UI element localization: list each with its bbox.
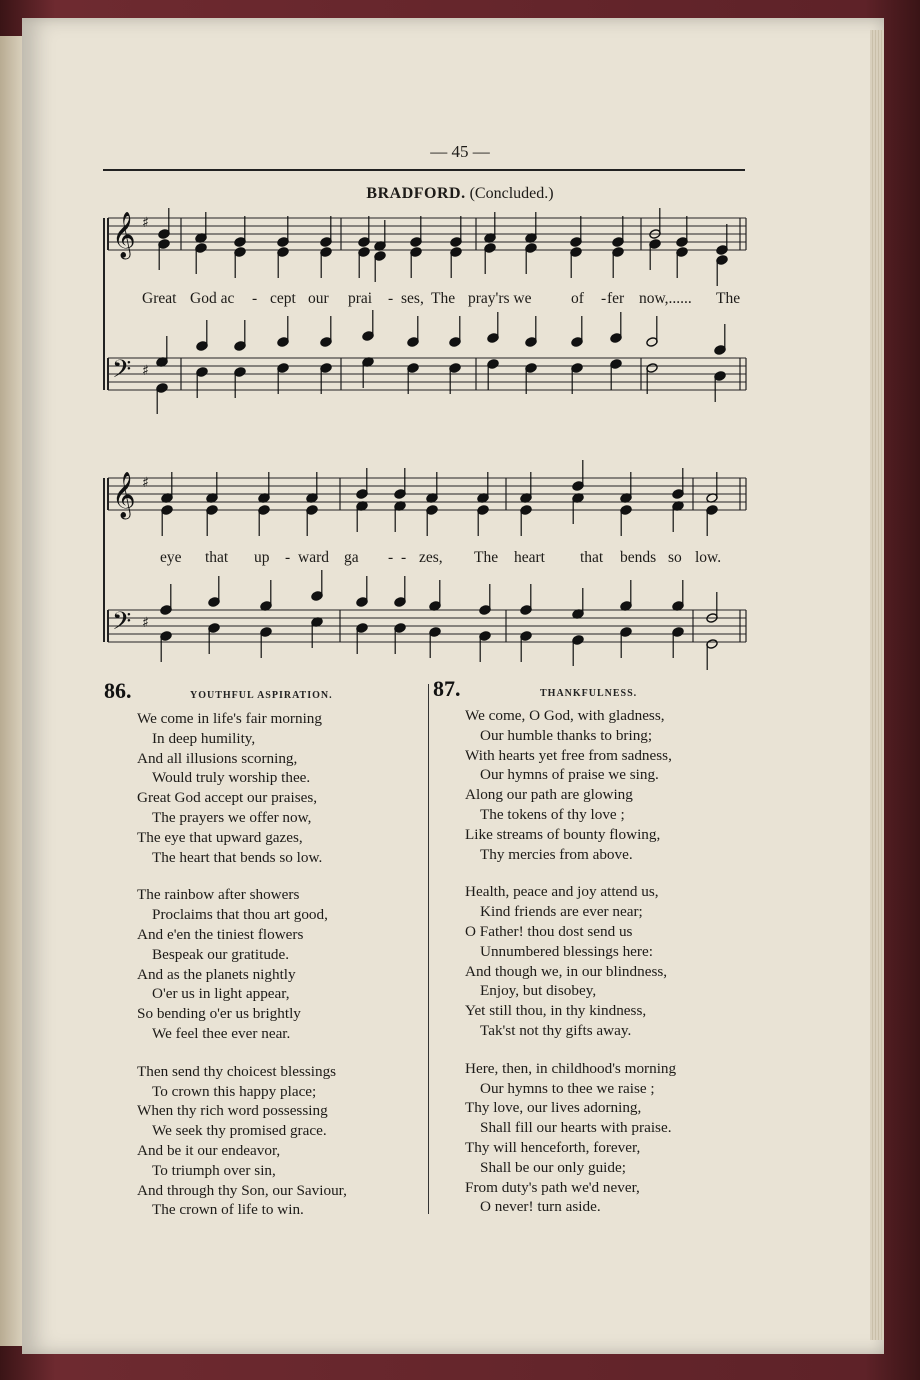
lyric-syllable: - bbox=[388, 549, 394, 566]
verse-line: And as the planets nightly bbox=[137, 965, 296, 983]
key-signature-sharp: ♯ bbox=[142, 363, 149, 379]
verse-line: Shall be our only guide; bbox=[480, 1158, 626, 1176]
lyric-syllable: ga bbox=[344, 549, 359, 566]
lyric-syllable: The bbox=[431, 290, 456, 307]
verse-line: O Father! thou dost send us bbox=[465, 922, 633, 940]
key-signature-sharp: ♯ bbox=[142, 475, 149, 491]
lyric-syllable: - bbox=[285, 549, 291, 566]
lyric-syllable: - bbox=[252, 290, 258, 307]
verse-line: We come, O God, with gladness, bbox=[465, 707, 665, 724]
verse-line: Thy will henceforth, forever, bbox=[465, 1138, 641, 1156]
verse-line: The rainbow after showers bbox=[137, 886, 300, 904]
verse-line: Then send thy choicest blessings bbox=[137, 1062, 337, 1080]
lyric-syllable: pray'rs we bbox=[468, 290, 532, 307]
verse-line: We seek thy promised grace. bbox=[152, 1122, 327, 1140]
verse-line: We come in life's fair morning bbox=[137, 710, 322, 727]
column-divider bbox=[428, 684, 429, 1214]
verse-line: And e'en the tiniest flowers bbox=[137, 925, 304, 943]
lyric-syllable: The bbox=[716, 290, 741, 307]
verse-line: And though we, in our blindness, bbox=[465, 962, 668, 980]
lyric-syllable: up bbox=[254, 549, 270, 566]
hymn-number: 86. bbox=[104, 678, 132, 703]
hymn-86-text bbox=[137, 709, 347, 1220]
verse-line: Thy mercies from above. bbox=[480, 845, 633, 863]
verse-line: In deep humility, bbox=[152, 729, 256, 747]
key-signature-sharp: ♯ bbox=[142, 215, 149, 231]
verse-line: And all illusions scorning, bbox=[137, 749, 298, 767]
lyric-syllable: eye bbox=[160, 549, 182, 566]
tune-note: (Concluded.) bbox=[469, 185, 554, 202]
verse-line: The heart that bends so low. bbox=[152, 848, 323, 866]
lyric-syllable: that bbox=[580, 549, 604, 566]
lyric-syllable: heart bbox=[514, 549, 545, 566]
verse-line: We feel thee ever near. bbox=[152, 1024, 291, 1042]
verse-line: Enjoy, but disobey, bbox=[480, 982, 597, 1000]
verse-line: Bespeak our gratitude. bbox=[152, 945, 290, 963]
treble-clef: 𝄞 bbox=[112, 212, 136, 258]
lyric-syllable: of bbox=[571, 290, 584, 307]
verse-line: From duty's path we'd never, bbox=[465, 1178, 640, 1196]
lyric-syllable: zes, bbox=[419, 549, 443, 566]
lyric-syllable: bends bbox=[620, 549, 657, 566]
lyric-syllable: ses, bbox=[401, 290, 424, 307]
lyric-syllable: The bbox=[474, 549, 499, 566]
verse-line: Our hymns to thee we raise ; bbox=[480, 1079, 655, 1097]
verse-line: The tokens of thy love ; bbox=[480, 805, 625, 823]
verse-line: Unnumbered blessings here: bbox=[480, 942, 653, 960]
lyric-syllable: - bbox=[401, 549, 407, 566]
lyric-syllable: cept bbox=[270, 290, 296, 307]
verse-line: Kind friends are ever near; bbox=[480, 903, 643, 921]
verse-line: Yet still thou, in thy kindness, bbox=[465, 1002, 647, 1020]
lyric-syllable: God ac bbox=[190, 290, 235, 307]
verse-line: Thy love, our lives adorning, bbox=[465, 1099, 642, 1117]
verse-line: The crown of life to win. bbox=[152, 1201, 304, 1219]
lyric-syllable: that bbox=[205, 549, 229, 566]
lyric-syllable: prai bbox=[348, 290, 373, 307]
verse-line: O'er us in light appear, bbox=[152, 985, 290, 1003]
bass-clef: 𝄢 bbox=[112, 607, 132, 642]
verse-line: With hearts yet free from sadness, bbox=[465, 746, 672, 764]
verse-line: Health, peace and joy attend us, bbox=[465, 883, 659, 901]
treble-clef: 𝄞 bbox=[112, 472, 136, 518]
hymn-title: YOUTHFUL ASPIRATION. bbox=[190, 690, 333, 701]
key-signature-sharp: ♯ bbox=[142, 615, 149, 631]
verse-line: To triumph over sin, bbox=[152, 1161, 276, 1179]
page-number: — 45 — bbox=[430, 142, 490, 161]
verse-line: Along our path are glowing bbox=[465, 786, 633, 804]
verse-line: So bending o'er us brightly bbox=[137, 1005, 301, 1023]
verse-line: Like streams of bounty flowing, bbox=[465, 825, 661, 843]
lyric-syllable: Great bbox=[142, 290, 177, 307]
verse-line: To crown this happy place; bbox=[152, 1082, 317, 1100]
lyric-syllable: our bbox=[308, 290, 329, 307]
verse-line: The eye that upward gazes, bbox=[137, 828, 303, 846]
verse-line: Here, then, in childhood's morning bbox=[465, 1059, 677, 1077]
verse-line: O never! turn aside. bbox=[480, 1198, 601, 1216]
hymn-87-text bbox=[465, 706, 676, 1217]
lyric-syllable: low. bbox=[695, 549, 722, 566]
verse-line: And through thy Son, our Saviour, bbox=[137, 1181, 347, 1199]
verse-line: When thy rich word possessing bbox=[137, 1102, 328, 1120]
verse-line: Tak'st not thy gifts away. bbox=[480, 1021, 632, 1039]
verse-line: The prayers we offer now, bbox=[152, 808, 312, 826]
lyric-syllable: ward bbox=[298, 549, 329, 566]
lyric-syllable: so bbox=[668, 549, 682, 566]
hymn-number: 87. bbox=[433, 676, 461, 701]
verse-line: And be it our endeavor, bbox=[137, 1141, 281, 1159]
verse-line: Would truly worship thee. bbox=[152, 769, 311, 787]
lyric-syllable: fer bbox=[607, 290, 625, 307]
verse-line: Our hymns of praise we sing. bbox=[480, 766, 659, 784]
lyric-syllable: now,...... bbox=[639, 290, 692, 307]
verse-line: Our humble thanks to bring; bbox=[480, 726, 653, 744]
verse-line: Great God accept our praises, bbox=[137, 789, 318, 807]
lyric-syllable: - bbox=[388, 290, 394, 307]
verse-line: Shall fill our hearts with praise. bbox=[480, 1119, 672, 1137]
hymn-title: THANKFULNESS. bbox=[540, 688, 638, 699]
bass-clef: 𝄢 bbox=[112, 355, 132, 390]
verse-line: Proclaims that thou art good, bbox=[152, 906, 328, 924]
lyric-syllable: - bbox=[601, 290, 607, 307]
tune-name: BRADFORD. bbox=[366, 185, 466, 202]
